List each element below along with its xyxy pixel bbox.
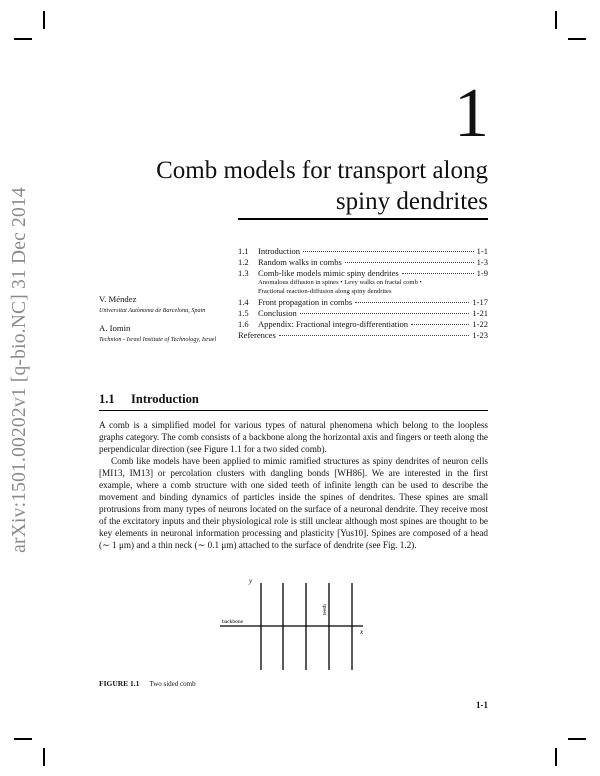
y-axis-label: y	[249, 578, 253, 585]
toc-row-references[interactable]	[238, 330, 488, 341]
chapter-toc	[238, 246, 488, 341]
backbone-label: backbone	[222, 619, 244, 625]
toc-num: 1.4	[238, 297, 249, 307]
figure-caption	[99, 679, 196, 688]
toc-num: 1.5	[238, 308, 249, 318]
author-affiliation: Technion - Israel Institute of Technology, Israel	[99, 336, 217, 343]
toc-leader-dots	[402, 273, 474, 274]
toc-row[interactable]	[238, 246, 488, 257]
toc-page: 1-1	[476, 246, 488, 256]
page-number: 1-1	[476, 700, 488, 710]
section-heading	[99, 392, 199, 407]
arxiv-stamp	[2, 160, 38, 580]
chapter-title-line1: Comb models for transport along	[156, 157, 488, 184]
author-name: A. Iomin	[99, 323, 131, 333]
crop-mark-tr-v	[555, 11, 557, 29]
paragraph: Comb like models have been applied to mimic ramified structures as spiny dendrites of neuron cells [MI13, IM13] or percolation clusters with dangling bonds [WH86]. We are interested in the first example, where a comb structure with one sided teeth of infinite length can be used to describe the movement and binding dynamics of particles inside the spines of dendrites. These spines are small protrusions from many types of neurons located on the surface of a neuronal dendrite. They receive most of the excitatory inputs and their physiological role is still unclear although most spines are thought to be key elements in neuronal information processing and plasticity [Yus10]. Spines are composed of a head (∼ 1 μm) and a thin neck (∼ 0.1 μm) attached to the surface of dendrite (see Fig. 1.2).	[99, 456, 488, 550]
toc-page: 1-3	[476, 257, 488, 267]
toc-num: 1.1	[238, 246, 249, 256]
author-name: V. Méndez	[99, 294, 137, 304]
crop-mark-tl-v	[43, 11, 45, 29]
author-affiliation: Universitat Autònoma de Barcelona, Spain	[99, 307, 206, 314]
toc-row[interactable]	[238, 257, 488, 268]
crop-mark-br-h	[568, 738, 586, 740]
toc-page: 1-17	[472, 297, 488, 307]
arxiv-stamp-text: arXiv:1501.00202v1 [q-bio.NC] 31 Dec 2014	[9, 187, 30, 553]
section-number: 1.1	[99, 392, 115, 406]
crop-mark-br-v	[555, 748, 557, 766]
toc-title: Conclusion	[258, 308, 297, 318]
figure-caption-label: FIGURE 1.1	[99, 679, 140, 688]
toc-page: 1-23	[472, 330, 488, 340]
toc-title: Front propagation in combs	[258, 297, 353, 307]
toc-title: References	[238, 330, 276, 340]
crop-mark-tr-h	[568, 38, 586, 40]
teeth-label: teeth	[322, 604, 328, 615]
toc-leader-dots	[279, 335, 470, 336]
crop-mark-tl-h	[14, 38, 32, 40]
toc-subsections: Anomalous diffusion in spines • Levy walks on fractal comb • Fractional reaction-diffusion along spiny dendrites	[258, 279, 422, 295]
toc-page: 1-21	[472, 308, 488, 318]
x-axis-label: x	[360, 628, 364, 636]
chapter-title	[68, 155, 488, 217]
figure-two-sided-comb	[195, 578, 375, 676]
toc-num: 1.6	[238, 319, 249, 329]
toc-title: Comb-like models mimic spiny dendrites	[258, 268, 399, 278]
toc-row[interactable]	[238, 319, 488, 330]
toc-page: 1-22	[472, 319, 488, 329]
chapter-number: 1	[454, 75, 489, 152]
section-rule	[99, 410, 488, 411]
toc-title: Introduction	[258, 246, 301, 256]
toc-page: 1-9	[476, 268, 488, 278]
toc-leader-dots	[411, 324, 469, 325]
toc-leader-dots	[303, 251, 474, 252]
toc-title: Appendix: Fractional integro-differentiation	[258, 319, 408, 329]
paragraph: A comb is a simplified model for various types of natural phenomena which belong to the loopless graphs category. The comb consists of a backbone along the horizontal axis and fingers or teeth along the perpendicular direction (see Figure 1.1 for a two sided comb).	[99, 420, 488, 454]
figure-caption-text: Two sided comb	[149, 680, 196, 688]
toc-num: 1.3	[238, 268, 249, 278]
toc-num: 1.2	[238, 257, 249, 267]
section-title: Introduction	[131, 392, 199, 406]
body-text	[99, 419, 488, 551]
title-rule	[238, 218, 488, 220]
toc-leader-dots	[300, 313, 470, 314]
crop-mark-bl-v	[43, 748, 45, 766]
toc-row[interactable]	[238, 308, 488, 319]
toc-row[interactable]	[238, 268, 488, 279]
toc-row[interactable]	[238, 297, 488, 308]
toc-title: Random walks in combs	[258, 257, 342, 267]
toc-leader-dots	[355, 302, 469, 303]
chapter-title-line2: spiny dendrites	[335, 188, 488, 215]
toc-leader-dots	[345, 262, 474, 263]
crop-mark-bl-h	[14, 738, 32, 740]
